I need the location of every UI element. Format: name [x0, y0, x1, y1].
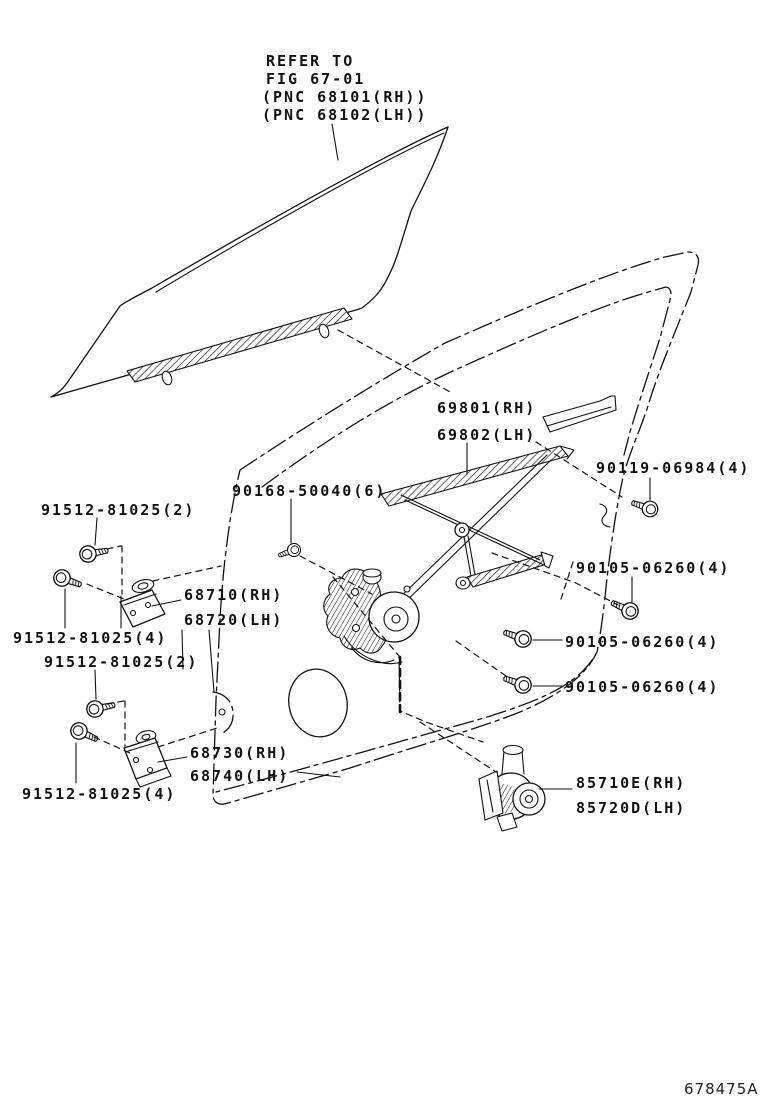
regulator-motor [479, 746, 545, 832]
belt-rail-piece [543, 396, 616, 432]
part-labels [13, 52, 759, 1098]
screw-90119 [629, 495, 660, 519]
bolt-91512-lower-2 [85, 697, 116, 719]
label-screw-90119: 90119-06984(4) [596, 459, 751, 477]
label-bolt-91512-upper-4: 91512-81025(4) [13, 629, 168, 647]
window-regulator [324, 446, 574, 664]
label-bolt-90105-c: 90105-06260(4) [565, 678, 720, 696]
speaker-hole [283, 664, 354, 743]
door-handle-mark [600, 504, 610, 527]
glass-leader-line [332, 124, 338, 160]
regulator-drive-plate [324, 569, 419, 664]
bolt-90105-a [608, 595, 641, 622]
regulator-arm [401, 495, 544, 565]
bolt-90105-b [501, 624, 533, 649]
regulator-upper-rail [381, 446, 568, 506]
label-screw-90168: 90168-50040(6) [232, 482, 387, 500]
label-bolt-91512-upper-2: 91512-81025(2) [41, 501, 196, 519]
label-hinge-lower-rh: 68730(RH) [190, 744, 290, 762]
refer-note-line-4: (PNC 68102(LH)) [262, 106, 428, 124]
label-glass-run-rh: 69801(RH) [437, 399, 537, 417]
label-bolt-90105-b: 90105-06260(4) [565, 633, 720, 651]
bolt-91512-lower-4 [68, 720, 101, 747]
label-hinge-upper-lh: 68720(LH) [184, 611, 284, 629]
regulator-lower-rail [467, 555, 547, 587]
bolt-90105-c [501, 670, 533, 695]
screw-90168 [276, 542, 302, 562]
hinge-upper [120, 577, 165, 627]
label-motor-lh: 85720D(LH) [576, 799, 687, 817]
label-glass-run-lh: 69802(LH) [437, 426, 537, 444]
label-motor-rh: 85710E(RH) [576, 774, 687, 792]
label-bolt-91512-lower-2: 91512-81025(2) [44, 653, 199, 671]
label-hinge-upper-rh: 68710(RH) [184, 586, 284, 604]
door-glass [51, 124, 448, 397]
bolt-91512-upper-4 [51, 567, 83, 592]
label-bolt-90105-a: 90105-06260(4) [576, 559, 731, 577]
label-hinge-lower-lh: 68740(LH) [190, 767, 290, 785]
refer-note-line-2: FIG 67-01 [266, 70, 366, 88]
regulator-pivot [455, 523, 469, 537]
bolt-91512-upper-2 [79, 542, 110, 563]
label-bolt-91512-lower-4: 91512-81025(4) [22, 785, 177, 803]
refer-note-line-3: (PNC 68101(RH)) [262, 88, 428, 106]
refer-note-line-1: REFER TO [266, 52, 355, 70]
hinge-lower [124, 729, 171, 787]
figure-code: 678475A [684, 1080, 759, 1098]
glass-run-strip [127, 308, 352, 386]
